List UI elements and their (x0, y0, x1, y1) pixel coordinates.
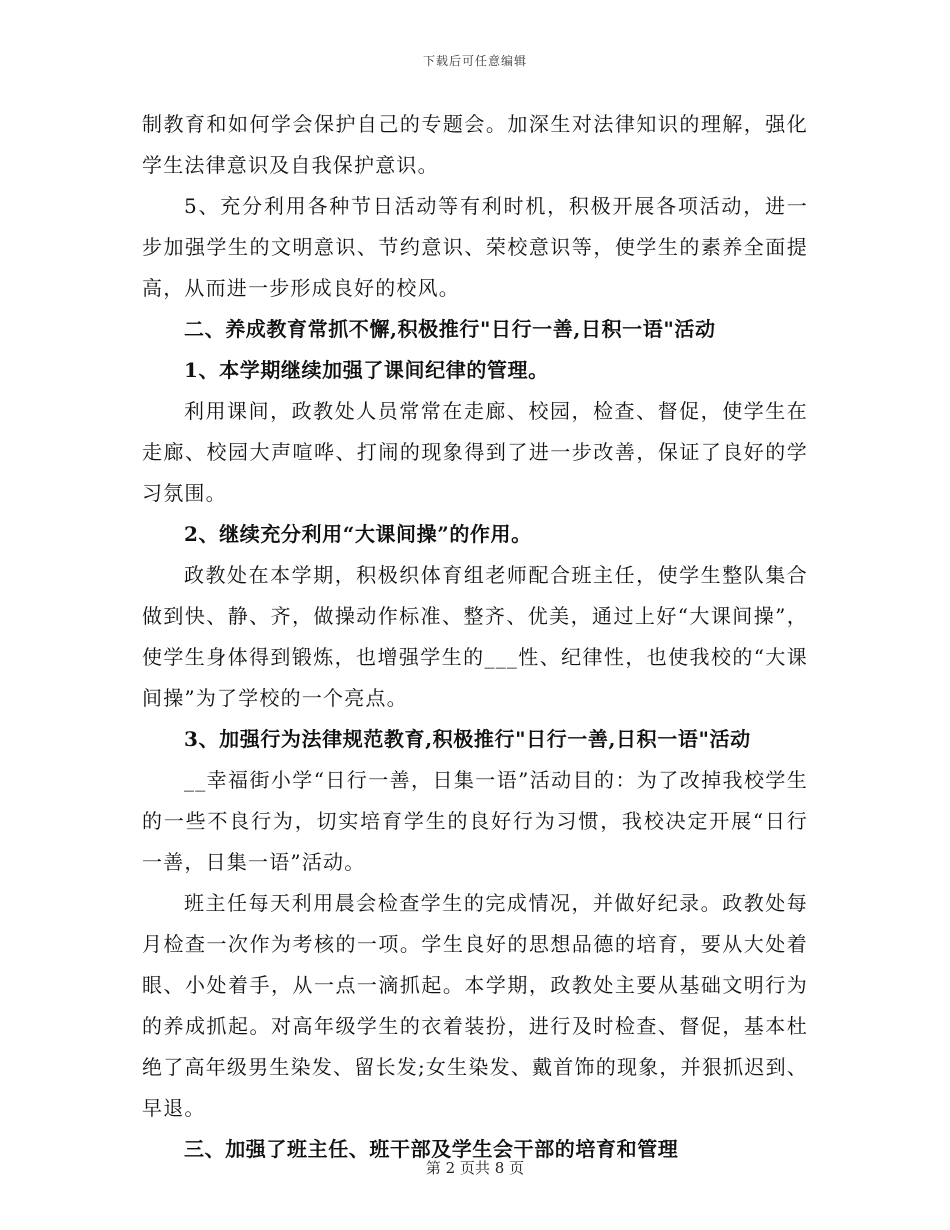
paragraph-4: 政教处在本学期，积极织体育组老师配合班主任，使学生整队集合做到快、静、齐，做操动作标准、整齐、优美，通过上好“大课间操”，使学生身体得到锻炼，也增强学生的___性、纪律性，也使我校的“大课间操”为了学校的一个亮点。 (142, 563, 808, 710)
page-header-note: 下载后可任意编辑 (422, 54, 527, 68)
page-number: 第 2 页共 8 页 (425, 1159, 525, 1177)
subheading-3: 3、加强行为法律规范教育,积极推行"日行一善,日积一语"活动 (184, 727, 751, 751)
document-body (142, 104, 808, 1170)
paragraph-1: 制教育和如何学会保护自己的专题会。加深生对法律知识的理解，强化学生法律意识及自我保护意识。 (142, 112, 808, 177)
paragraph-5: __幸福街小学“日行一善，日集一语”活动目的：为了改掉我校学生的一些不良行为，切实培育学生的良好行为习惯，我校决定开展“日行一善，日集一语”活动。 (142, 768, 808, 874)
section-heading-2: 二、养成教育常抓不懈,积极推行"日行一善,日积一语"活动 (184, 317, 716, 341)
paragraph-6: 班主任每天利用晨会检查学生的完成情况，并做好纪录。政教处每月检查一次作为考核的一项。学生良好的思想品德的培育，要从大处着眼、小处着手，从一点一滴抓起。本学期，政教处主要从基础文明行为的养成抓起。对高年级学生的衣着装扮，进行及时检查、督促，基本杜绝了高年级男生染发、留长发;女生染发、戴首饰的现象，并狠抓迟到、早退。 (142, 891, 808, 1120)
paragraph-2: 5、充分利用各种节日活动等有利时机，积极开展各项活动，进一步加强学生的文明意识、节约意识、荣校意识等，使学生的素养全面提高，从而进一步形成良好的校风。 (142, 194, 808, 300)
subheading-1: 1、本学期继续加强了课间纪律的管理。 (184, 358, 549, 382)
subheading-2: 2、继续充分利用“大课间操”的作用。 (184, 522, 532, 546)
paragraph-3: 利用课间，政教处人员常常在走廊、校园，检查、督促，使学生在走廊、校园大声喧哗、打闹的现象得到了进一步改善，保证了良好的学习氛围。 (142, 399, 808, 505)
section-heading-3: 三、加强了班主任、班干部及学生会干部的培育和管理 (184, 1137, 679, 1161)
